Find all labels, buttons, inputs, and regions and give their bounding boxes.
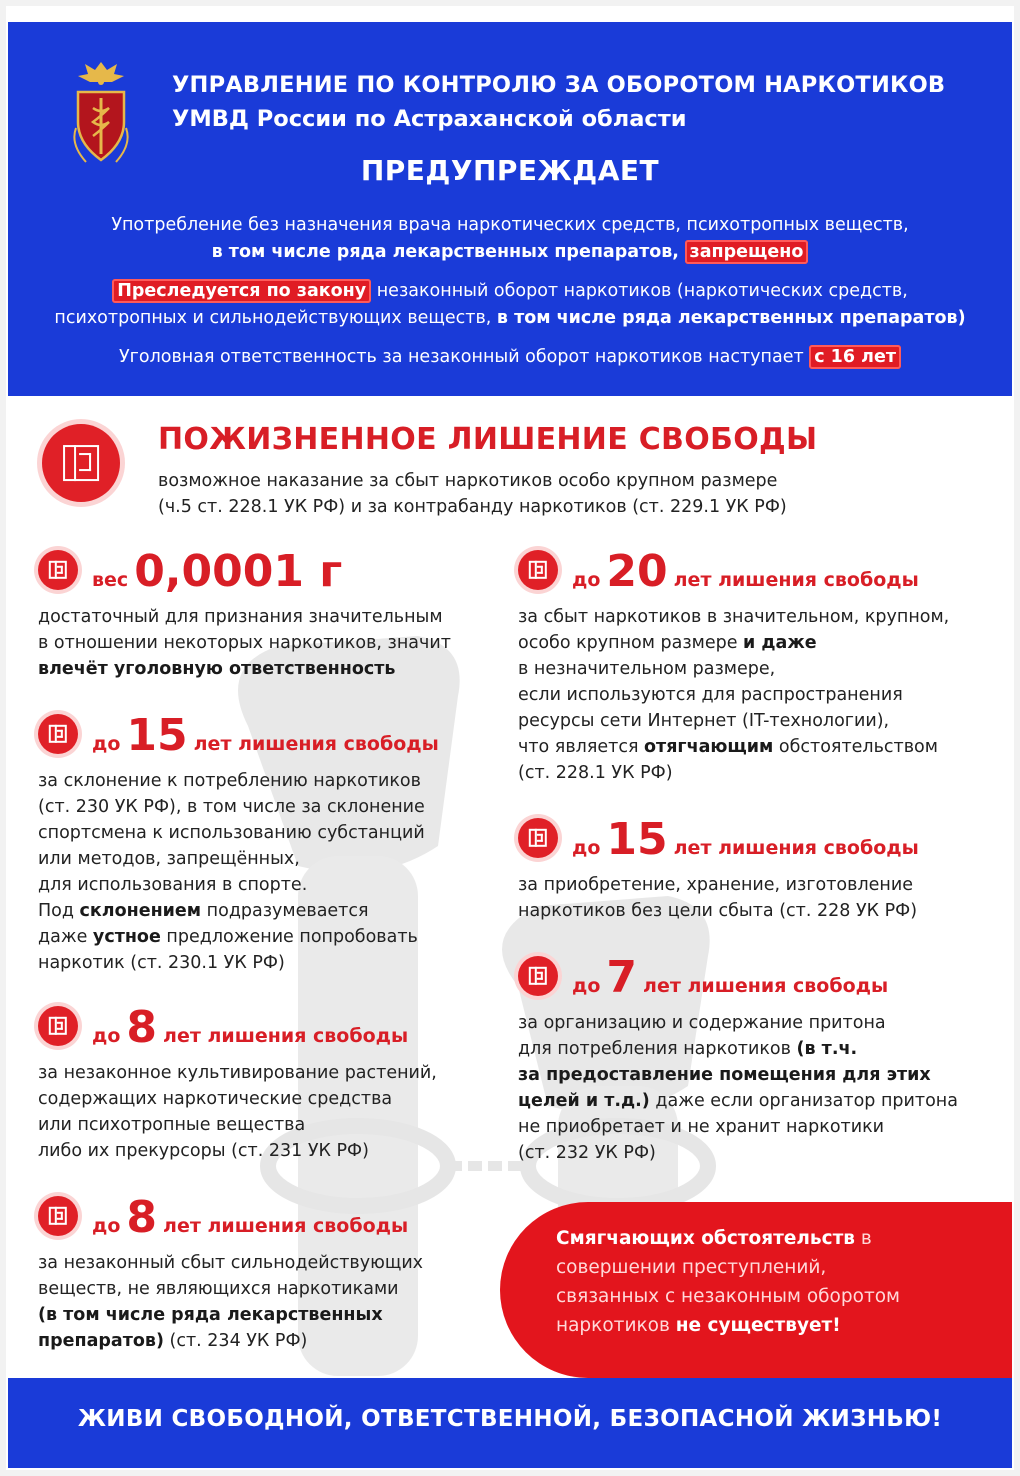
item-prefix: до xyxy=(92,1025,121,1047)
header-paragraph-2 xyxy=(8,278,1012,332)
item-suffix: лет лишения свободы xyxy=(163,1025,409,1047)
desc-line: за незаконный сбыт сильнодействующих xyxy=(38,1253,424,1273)
desc-span: особо крупном размере xyxy=(518,633,744,653)
desc-line: для использования в спорте. xyxy=(38,875,308,895)
p2-line-2-bold: в том числе ряда лекарственных препаратов) xyxy=(496,308,966,328)
desc-line: либо их прекурсоры (ст. 231 УК РФ) xyxy=(38,1141,369,1161)
item-suffix: лет лишения свободы xyxy=(673,837,919,859)
item-description xyxy=(518,1010,998,1166)
item-number: 8 xyxy=(126,1192,158,1243)
redbox-bold: не существует! xyxy=(675,1315,841,1336)
p1-bold: в том числе ряда лекарственных препаратов, xyxy=(211,242,679,262)
desc-bold: и даже xyxy=(743,633,817,653)
redbox-line: совершении преступлений, xyxy=(556,1257,827,1278)
desc-span: даже xyxy=(38,927,93,947)
main-content xyxy=(8,396,1012,1378)
item-number: 15 xyxy=(606,814,668,865)
desc-bold: препаратов) xyxy=(38,1331,164,1351)
desc-line: или психотропные вещества xyxy=(38,1115,306,1135)
redbox-bold: Смягчающих обстоятельств xyxy=(556,1228,856,1249)
prison-bars-icon xyxy=(42,424,120,502)
item-number: 20 xyxy=(606,546,668,597)
desc-line-bold: (в том числе ряда лекарственных xyxy=(38,1305,383,1325)
p2-line-2-plain: психотропных и сильнодействующих веществ, xyxy=(54,308,497,328)
desc-line-bold: за предоставление помещения для этих xyxy=(518,1065,931,1085)
desc-line: или методов, запрещённых, xyxy=(38,849,300,869)
desc-line: (ст. 230 УК РФ), в том числе за склонение xyxy=(38,797,425,817)
item-number: 15 xyxy=(126,710,188,761)
desc-line: в отношении некоторых наркотиков, значит xyxy=(38,633,451,653)
item-description xyxy=(518,604,998,786)
item-description xyxy=(38,1250,498,1354)
desc-line: за организацию и содержание притона xyxy=(518,1013,886,1033)
p2-line-1-rest: незаконный оборот наркотиков (наркотических средств, xyxy=(371,281,908,301)
desc-line: наркотиков без цели сбыта (ст. 228 УК РФ) xyxy=(518,901,918,921)
org-line-1: УПРАВЛЕНИЕ ПО КОНТРОЛЮ ЗА ОБОРОТОМ НАРКОТИКОВ xyxy=(172,72,946,98)
desc-bold: устное xyxy=(92,927,161,947)
desc-span: обстоятельством xyxy=(773,737,938,757)
desc-line: веществ, не являющихся наркотиками xyxy=(38,1279,399,1299)
prison-bars-icon xyxy=(518,550,558,590)
item-number: 8 xyxy=(126,1002,158,1053)
life-sentence-description xyxy=(158,468,898,520)
item-suffix: лет лишения свободы xyxy=(163,1215,409,1237)
footer-slogan: ЖИВИ СВОБОДНОЙ, ОТВЕТСТВЕННОЙ, БЕЗОПАСНОЙ ЖИЗНЬЮ! xyxy=(77,1406,943,1432)
desc-span: предложение попробовать xyxy=(160,927,418,947)
desc-bold: (в т.ч. xyxy=(796,1039,858,1059)
redbox-span: наркотиков xyxy=(556,1315,676,1336)
item-description xyxy=(38,604,498,682)
header-banner xyxy=(8,22,1012,396)
item-number: 7 xyxy=(606,952,638,1003)
desc-line: спортсмена к использованию субстанций xyxy=(38,823,425,843)
p3-plain: Уголовная ответственность за незаконный оборот наркотиков наступает xyxy=(119,347,810,367)
desc-line: содержащих наркотические средства xyxy=(38,1089,393,1109)
desc-span: подразумевается xyxy=(201,901,369,921)
redbox-span: в xyxy=(855,1228,872,1249)
desc-bold: целей и т.д.) xyxy=(518,1091,650,1111)
item-prefix: до xyxy=(572,569,601,591)
desc-line: за сбыт наркотиков в значительном, крупном, xyxy=(518,607,950,627)
desc-line-bold: влечёт уголовную ответственность xyxy=(38,659,396,679)
item-prefix: до xyxy=(572,975,601,997)
organization-name xyxy=(172,68,1002,136)
redbox-line: связанных с незаконным оборотом xyxy=(556,1286,900,1307)
police-emblem-icon xyxy=(66,58,136,168)
item-prefix: до xyxy=(572,837,601,859)
item-number: 0,0001 г xyxy=(134,546,343,597)
redbox-text xyxy=(556,1224,976,1340)
desc-line: за приобретение, хранение, изготовление xyxy=(518,875,913,895)
desc-line: в незначительном размере, xyxy=(518,659,776,679)
item-prefix: до xyxy=(92,1215,121,1237)
desc-bold: склонением xyxy=(79,901,202,921)
item-prefix: вес xyxy=(92,569,129,591)
footer-banner xyxy=(8,1378,1012,1468)
item-prefix: до xyxy=(92,733,121,755)
highlight-prosecuted: Преследуется по закону xyxy=(112,279,371,303)
desc-line: если используются для распространения xyxy=(518,685,903,705)
desc-line: достаточный для признания значительным xyxy=(38,607,443,627)
item-description xyxy=(38,768,498,976)
desc-span: даже если организатор притона xyxy=(649,1091,958,1111)
desc-span: для потребления наркотиков xyxy=(518,1039,797,1059)
item-suffix: лет лишения свободы xyxy=(193,733,439,755)
org-line-2: УМВД России по Астраханской области xyxy=(172,106,687,132)
highlight-forbidden: запрещено xyxy=(685,240,809,264)
prison-bars-icon xyxy=(518,956,558,996)
desc-line: наркотик (ст. 230.1 УК РФ) xyxy=(38,953,285,973)
item-description xyxy=(38,1060,498,1164)
prison-bars-icon xyxy=(518,818,558,858)
life-desc-line-2: (ч.5 ст. 228.1 УК РФ) и за контрабанду наркотиков (ст. 229.1 УК РФ) xyxy=(158,497,787,517)
desc-line: за склонение к потреблению наркотиков xyxy=(38,771,421,791)
prison-bars-icon xyxy=(38,550,78,590)
prison-bars-icon xyxy=(38,714,78,754)
desc-line: (ст. 232 УК РФ) xyxy=(518,1143,656,1163)
item-suffix: лет лишения свободы xyxy=(673,569,919,591)
life-sentence-title: ПОЖИЗНЕННОЕ ЛИШЕНИЕ СВОБОДЫ xyxy=(158,422,818,457)
item-description xyxy=(518,872,998,924)
life-desc-line-1: возможное наказание за сбыт наркотиков особо крупном размере xyxy=(158,471,778,491)
highlight-age-16: с 16 лет xyxy=(809,345,901,369)
desc-span: (ст. 234 УК РФ) xyxy=(163,1331,308,1351)
desc-line: за незаконное культивирование растений, xyxy=(38,1063,437,1083)
desc-line: (ст. 228.1 УК РФ) xyxy=(518,763,673,783)
prison-bars-icon xyxy=(38,1006,78,1046)
warning-heading: ПРЕДУПРЕЖДАЕТ xyxy=(360,154,660,187)
item-suffix: лет лишения свободы xyxy=(643,975,889,997)
desc-bold: отягчающим xyxy=(644,737,774,757)
desc-span: Под xyxy=(38,901,80,921)
header-paragraph-1 xyxy=(8,212,1012,266)
desc-line: ресурсы сети Интернет (IT-технологии), xyxy=(518,711,890,731)
no-mitigating-circumstances-box xyxy=(500,1202,1012,1378)
desc-line: не приобретает и не хранит наркотики xyxy=(518,1117,885,1137)
p1-line-1: Употребление без назначения врача наркотических средств, психотропных веществ, xyxy=(111,215,909,235)
desc-span: что является xyxy=(518,737,645,757)
header-paragraph-3 xyxy=(8,344,1012,371)
prison-bars-icon xyxy=(38,1196,78,1236)
